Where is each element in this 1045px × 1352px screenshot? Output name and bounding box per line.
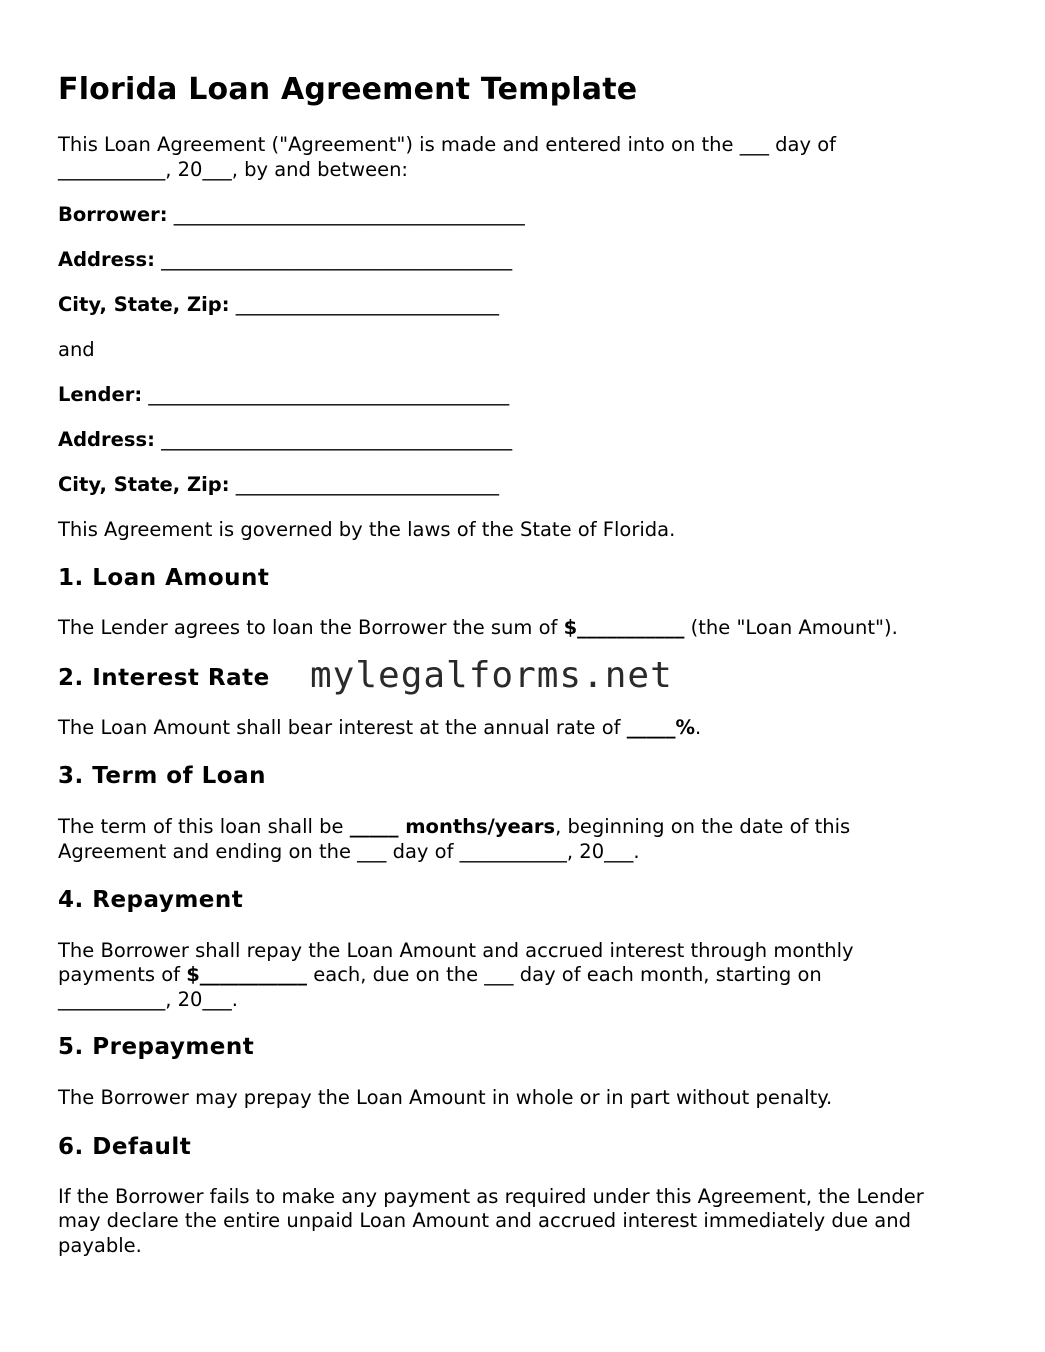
borrower-name-field — [58, 203, 525, 228]
section-default-line-1: If the Borrower fails to make any payment as required under this Agreement, the Lender — [58, 1185, 924, 1208]
lender-address-blank: ____________________________________ — [161, 428, 513, 451]
section-interest-rate-text — [58, 716, 701, 741]
section-interest-rate-heading: 2. Interest Rate — [58, 665, 270, 691]
section-prepayment-text: The Borrower may prepay the Loan Amount in whole or in part without penalty. — [58, 1086, 833, 1109]
repayment-post: each, due on the ___ day of each month, starting on — [307, 963, 822, 986]
lender-city-field — [58, 473, 499, 498]
loan-amount-blank: $___________ — [563, 616, 685, 639]
borrower-address-field — [58, 248, 512, 273]
section-loan-amount-text — [58, 616, 898, 641]
section-default-line-2: may declare the entire unpaid Loan Amount and accrued interest immediately due and — [58, 1209, 911, 1232]
section-term-heading: 3. Term of Loan — [58, 763, 266, 789]
lender-address-label: Address: — [58, 428, 155, 451]
section-repayment-line-2 — [58, 963, 822, 988]
and-text: and — [58, 338, 95, 361]
borrower-name-blank: ____________________________________ — [173, 203, 525, 226]
lender-name-label: Lender: — [58, 383, 143, 406]
intro-line-2: ___________, 20___, by and between: — [58, 158, 409, 181]
section-loan-amount-heading: 1. Loan Amount — [58, 565, 270, 591]
section-repayment-heading: 4. Repayment — [58, 887, 244, 913]
intro-line-1: This Loan Agreement ("Agreement") is made and entered into on the ___ day of — [58, 133, 837, 156]
section-term-line-1 — [58, 815, 850, 840]
borrower-city-label: City, State, Zip: — [58, 293, 230, 316]
loan-amount-post: (the "Loan Amount"). — [684, 616, 898, 639]
lender-name-field — [58, 383, 509, 408]
watermark-text: mylegalforms.net — [310, 655, 673, 696]
interest-rate-pre: The Loan Amount shall bear interest at the annual rate of — [58, 716, 627, 739]
section-default-line-3: payable. — [58, 1234, 142, 1257]
term-length-blank: _____ months/years — [349, 815, 556, 838]
section-term-line-2: Agreement and ending on the ___ day of ___________, 20___. — [58, 840, 640, 863]
borrower-city-field — [58, 293, 499, 318]
borrower-city-blank: ___________________________ — [235, 293, 500, 316]
section-default-heading: 6. Default — [58, 1134, 192, 1160]
term-post: , beginning on the date of this — [555, 815, 851, 838]
borrower-name-label: Borrower: — [58, 203, 168, 226]
term-pre: The term of this loan shall be — [58, 815, 350, 838]
repayment-pre: payments of — [58, 963, 187, 986]
interest-rate-blank: _____% — [626, 716, 695, 739]
section-repayment-line-3: ___________, 20___. — [58, 988, 238, 1011]
section-repayment-line-1: The Borrower shall repay the Loan Amount and accrued interest through monthly — [58, 939, 854, 962]
borrower-address-blank: ____________________________________ — [161, 248, 513, 271]
interest-rate-post: . — [695, 716, 702, 739]
borrower-address-label: Address: — [58, 248, 155, 271]
lender-address-field — [58, 428, 512, 453]
document-title: Florida Loan Agreement Template — [58, 72, 638, 107]
section-prepayment-heading: 5. Prepayment — [58, 1034, 255, 1060]
loan-amount-pre: The Lender agrees to loan the Borrower the sum of — [58, 616, 564, 639]
lender-city-blank: ___________________________ — [235, 473, 500, 496]
governing-law-text: This Agreement is governed by the laws of the State of Florida. — [58, 518, 676, 541]
lender-city-label: City, State, Zip: — [58, 473, 230, 496]
repayment-amount-blank: $___________ — [186, 963, 308, 986]
lender-name-blank: _____________________________________ — [148, 383, 510, 406]
